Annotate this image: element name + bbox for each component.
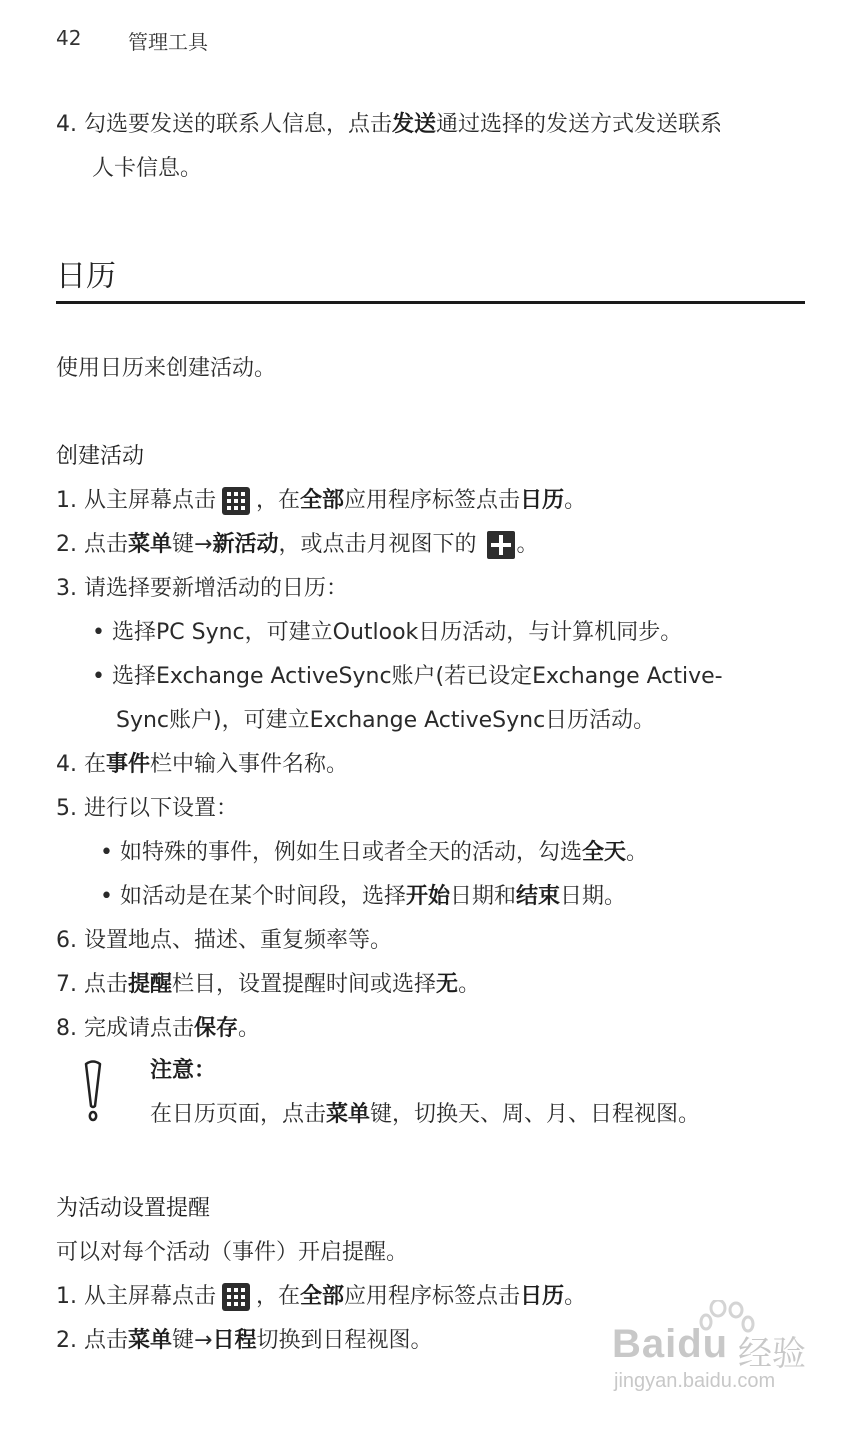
step-text: 点击: [84, 972, 129, 997]
step-text: 。: [238, 1016, 261, 1041]
event-keyword: 事件: [106, 752, 151, 777]
all-keyword: 全部: [300, 488, 345, 513]
create-step-8: [56, 1014, 260, 1044]
bullet-all-day: [100, 838, 648, 868]
reminder-description: 可以对每个活动（事件）开启提醒。: [56, 1240, 409, 1265]
bullet-time-range: [100, 882, 626, 912]
step-text: 完成请点击: [84, 1016, 195, 1041]
create-step-6: [56, 926, 392, 956]
section-title: 日历: [56, 259, 116, 294]
section-description: 使用日历来创建活动。: [56, 356, 277, 381]
step-text: 设置地点、描述、重复频率等。: [84, 928, 393, 953]
exclamation-icon: [82, 1060, 104, 1128]
save-keyword: 保存: [194, 1016, 239, 1041]
plus-icon: [487, 531, 515, 559]
intro-step: [56, 110, 722, 140]
intro-step-line2: 人卡信息。: [92, 156, 203, 181]
step-number: 2.: [56, 1328, 77, 1353]
step-text: 应用程序标签点击: [344, 1284, 521, 1309]
bullet-exchange: [92, 662, 723, 692]
step-number: 8.: [56, 1016, 77, 1041]
all-keyword: 全部: [300, 1284, 345, 1309]
step-text: 。: [458, 972, 481, 997]
step-text: 栏目，设置提醒时间或选择: [172, 972, 437, 997]
step-text: 勾选要发送的联系人信息，点击: [84, 112, 393, 137]
create-step-7: [56, 970, 480, 1000]
note-text-part: 在日历页面，点击: [150, 1102, 327, 1127]
step-text: 点击: [84, 1328, 129, 1353]
menu-keyword: 菜单: [128, 1328, 173, 1353]
note-text: [150, 1100, 700, 1130]
bullet-dot: •: [92, 620, 112, 645]
bullet-text: 选择Exchange ActiveSync账户(若已设定Exchange Active-: [111, 664, 723, 689]
create-step-5: [56, 794, 238, 824]
step-number: 1.: [56, 488, 77, 513]
step-text: 从主屏幕点击: [84, 488, 217, 513]
send-keyword: 发送: [392, 112, 437, 137]
bullet-pc-sync: [92, 618, 682, 648]
reminder-step-2: [56, 1326, 433, 1356]
subheading-reminder: 为活动设置提醒: [56, 1196, 211, 1221]
watermark-url: jingyan.baidu.com: [614, 1370, 776, 1392]
step-number: 3.: [56, 576, 77, 601]
step-text: 进行以下设置：: [84, 796, 239, 821]
calendar-keyword: 日历: [520, 1284, 565, 1309]
end-keyword: 结束: [516, 884, 561, 909]
step-text: 键→: [172, 532, 213, 557]
calendar-keyword: 日历: [520, 488, 565, 513]
step-text: 点击: [84, 532, 129, 557]
bullet-text: 如活动是在某个时间段，选择: [119, 884, 406, 909]
watermark-brand: Baidu: [612, 1322, 729, 1366]
page-number: 42: [56, 26, 82, 50]
create-step-3: [56, 574, 348, 604]
reminder-step-1: [56, 1282, 586, 1312]
create-step-2: [56, 530, 539, 560]
step-number: 2.: [56, 532, 77, 557]
bullet-text: 选择PC Sync，可建立Outlook日历活动，与计算机同步。: [111, 620, 683, 645]
create-step-4: [56, 750, 348, 780]
bullet-dot: •: [92, 664, 112, 689]
apps-grid-icon: [222, 487, 250, 515]
step-number: 5.: [56, 796, 77, 821]
step-text: 切换到日程视图。: [256, 1328, 433, 1353]
bullet-dot: •: [100, 840, 120, 865]
step-number: 1.: [56, 1284, 77, 1309]
step-text: 通过选择的发送方式发送联系: [436, 112, 723, 137]
new-event-keyword: 新活动: [212, 532, 279, 557]
watermark-cn: 经验: [738, 1335, 806, 1373]
step-text: ，在: [256, 1284, 301, 1309]
menu-keyword: 菜单: [326, 1102, 371, 1127]
note-text-part: 键，切换天、周、月、日程视图。: [370, 1102, 701, 1127]
none-keyword: 无: [436, 972, 459, 997]
step-text: 应用程序标签点击: [344, 488, 521, 513]
step-text: 。: [516, 532, 539, 557]
create-step-1: [56, 486, 586, 516]
subheading-create-event: 创建活动: [56, 444, 145, 469]
step-text: 从主屏幕点击: [84, 1284, 217, 1309]
step-number: 4.: [56, 112, 77, 137]
step-text: 请选择要新增活动的日历：: [84, 576, 349, 601]
step-text: 在: [84, 752, 107, 777]
step-number: 4.: [56, 752, 77, 777]
bullet-text: 如特殊的事件，例如生日或者全天的活动，勾选: [119, 840, 582, 865]
menu-keyword: 菜单: [128, 532, 173, 557]
step-text: ，在: [256, 488, 301, 513]
step-text: 栏中输入事件名称。: [150, 752, 349, 777]
running-header: 管理工具: [128, 30, 208, 54]
step-text: 。: [564, 1284, 587, 1309]
step-number: 6.: [56, 928, 77, 953]
bullet-dot: •: [100, 884, 120, 909]
bullet-text: 。: [626, 840, 649, 865]
reminder-keyword: 提醒: [128, 972, 173, 997]
bullet-exchange-line2: Sync账户)，可建立Exchange ActiveSync日历活动。: [116, 708, 656, 733]
bullet-text: 日期和: [450, 884, 517, 909]
step-text: ，或点击月视图下的: [278, 532, 477, 557]
agenda-keyword: 日程: [212, 1328, 257, 1353]
bullet-text: 日期。: [560, 884, 627, 909]
step-text: 键→: [172, 1328, 213, 1353]
note-label: 注意：: [150, 1058, 217, 1083]
start-keyword: 开始: [406, 884, 451, 909]
step-number: 7.: [56, 972, 77, 997]
apps-grid-icon: [222, 1283, 250, 1311]
all-day-keyword: 全天: [582, 840, 627, 865]
step-text: 。: [564, 488, 587, 513]
section-rule: [56, 301, 805, 304]
